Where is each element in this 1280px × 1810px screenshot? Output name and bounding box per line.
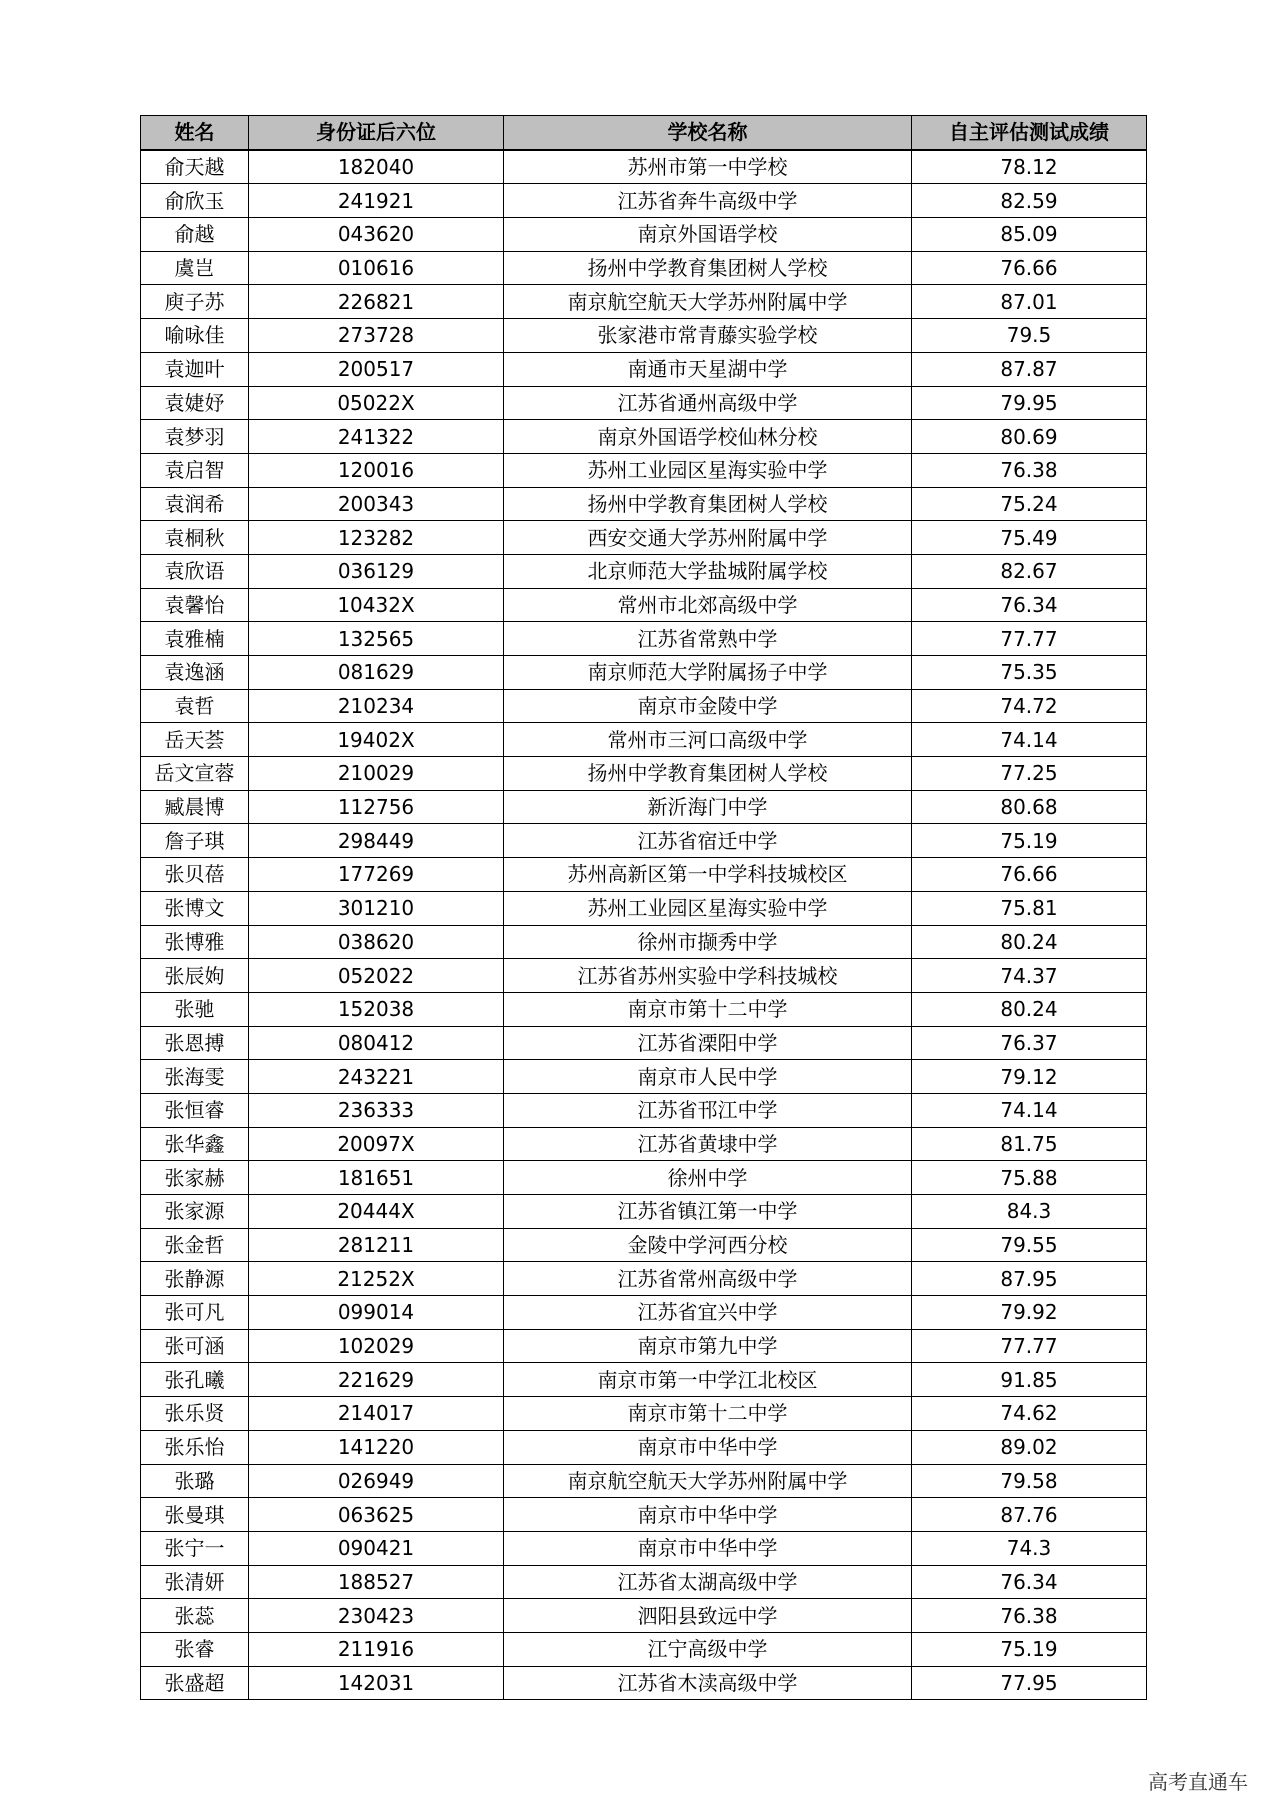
table-row <box>141 1599 1147 1633</box>
watermark-text: 高考直通车 <box>1148 1770 1248 1794</box>
cell-id-last-six: 211916 <box>249 1632 504 1666</box>
cell-school: 南京市第十二中学 <box>504 1397 912 1431</box>
cell-school: 江苏省木渎高级中学 <box>504 1666 912 1700</box>
cell-name: 岳天荟 <box>141 723 249 757</box>
cell-score: 75.88 <box>912 1161 1147 1195</box>
cell-school: 南通市天星湖中学 <box>504 352 912 386</box>
cell-id-last-six: 214017 <box>249 1397 504 1431</box>
table-row <box>141 1430 1147 1464</box>
cell-score: 74.14 <box>912 1093 1147 1127</box>
cell-school: 苏州市第一中学校 <box>504 150 912 184</box>
cell-score: 75.24 <box>912 487 1147 521</box>
table-row <box>141 251 1147 285</box>
cell-school: 江苏省常州高级中学 <box>504 1262 912 1296</box>
cell-id-last-six: 236333 <box>249 1093 504 1127</box>
table-row <box>141 925 1147 959</box>
cell-name: 张静源 <box>141 1262 249 1296</box>
cell-score: 78.12 <box>912 150 1147 184</box>
cell-name: 张盛超 <box>141 1666 249 1700</box>
table-row <box>141 352 1147 386</box>
cell-score: 79.12 <box>912 1060 1147 1094</box>
table-row <box>141 757 1147 791</box>
cell-score: 91.85 <box>912 1363 1147 1397</box>
cell-id-last-six: 063625 <box>249 1498 504 1532</box>
cell-id-last-six: 102029 <box>249 1329 504 1363</box>
cell-id-last-six: 301210 <box>249 891 504 925</box>
cell-score: 80.68 <box>912 790 1147 824</box>
cell-score: 76.66 <box>912 858 1147 892</box>
table-row <box>141 386 1147 420</box>
cell-score: 81.75 <box>912 1127 1147 1161</box>
cell-school: 南京市人民中学 <box>504 1060 912 1094</box>
cell-school: 南京市中华中学 <box>504 1531 912 1565</box>
cell-school: 南京航空航天大学苏州附属中学 <box>504 285 912 319</box>
table-row <box>141 622 1147 656</box>
cell-school: 南京市第一中学江北校区 <box>504 1363 912 1397</box>
table-row <box>141 554 1147 588</box>
cell-id-last-six: 20444X <box>249 1195 504 1229</box>
cell-school: 苏州工业园区星海实验中学 <box>504 891 912 925</box>
cell-school: 泗阳县致远中学 <box>504 1599 912 1633</box>
table-row <box>141 319 1147 353</box>
cell-school: 新沂海门中学 <box>504 790 912 824</box>
cell-id-last-six: 200517 <box>249 352 504 386</box>
cell-school: 江苏省宿迁中学 <box>504 824 912 858</box>
cell-name: 袁润希 <box>141 487 249 521</box>
table-row <box>141 1397 1147 1431</box>
header-row <box>141 116 1147 150</box>
cell-name: 詹子琪 <box>141 824 249 858</box>
cell-school: 江苏省通州高级中学 <box>504 386 912 420</box>
cell-name: 袁启智 <box>141 453 249 487</box>
cell-id-last-six: 243221 <box>249 1060 504 1094</box>
table-row <box>141 420 1147 454</box>
cell-id-last-six: 200343 <box>249 487 504 521</box>
header-name: 姓名 <box>141 116 249 150</box>
cell-id-last-six: 090421 <box>249 1531 504 1565</box>
table-row <box>141 150 1147 184</box>
table-row <box>141 1464 1147 1498</box>
cell-id-last-six: 21252X <box>249 1262 504 1296</box>
cell-name: 张海雯 <box>141 1060 249 1094</box>
table-row <box>141 521 1147 555</box>
cell-score: 77.25 <box>912 757 1147 791</box>
cell-id-last-six: 19402X <box>249 723 504 757</box>
cell-score: 80.69 <box>912 420 1147 454</box>
cell-id-last-six: 052022 <box>249 959 504 993</box>
table-row <box>141 891 1147 925</box>
cell-school: 南京市中华中学 <box>504 1498 912 1532</box>
cell-id-last-six: 152038 <box>249 992 504 1026</box>
table-row <box>141 1632 1147 1666</box>
cell-id-last-six: 10432X <box>249 588 504 622</box>
table-row <box>141 1363 1147 1397</box>
cell-name: 袁雅楠 <box>141 622 249 656</box>
cell-name: 张恩搏 <box>141 1026 249 1060</box>
cell-score: 75.19 <box>912 824 1147 858</box>
cell-id-last-six: 281211 <box>249 1228 504 1262</box>
cell-score: 82.59 <box>912 184 1147 218</box>
cell-id-last-six: 221629 <box>249 1363 504 1397</box>
cell-name: 张璐 <box>141 1464 249 1498</box>
cell-id-last-six: 230423 <box>249 1599 504 1633</box>
cell-name: 袁哲 <box>141 689 249 723</box>
cell-id-last-six: 181651 <box>249 1161 504 1195</box>
cell-score: 75.49 <box>912 521 1147 555</box>
cell-id-last-six: 010616 <box>249 251 504 285</box>
table-header <box>141 116 1147 150</box>
cell-school: 南京市第九中学 <box>504 1329 912 1363</box>
cell-score: 77.95 <box>912 1666 1147 1700</box>
cell-id-last-six: 132565 <box>249 622 504 656</box>
table-row <box>141 1531 1147 1565</box>
header-school: 学校名称 <box>504 116 912 150</box>
cell-school: 江苏省太湖高级中学 <box>504 1565 912 1599</box>
table-row <box>141 1228 1147 1262</box>
cell-score: 82.67 <box>912 554 1147 588</box>
cell-id-last-six: 038620 <box>249 925 504 959</box>
table-row <box>141 1161 1147 1195</box>
cell-id-last-six: 273728 <box>249 319 504 353</box>
cell-id-last-six: 241322 <box>249 420 504 454</box>
cell-school: 金陵中学河西分校 <box>504 1228 912 1262</box>
cell-id-last-six: 099014 <box>249 1296 504 1330</box>
cell-school: 常州市三河口高级中学 <box>504 723 912 757</box>
cell-score: 79.58 <box>912 1464 1147 1498</box>
cell-school: 扬州中学教育集团树人学校 <box>504 757 912 791</box>
cell-id-last-six: 298449 <box>249 824 504 858</box>
table-row <box>141 184 1147 218</box>
cell-school: 西安交通大学苏州附属中学 <box>504 521 912 555</box>
cell-id-last-six: 112756 <box>249 790 504 824</box>
cell-name: 张驰 <box>141 992 249 1026</box>
cell-name: 张博文 <box>141 891 249 925</box>
cell-name: 张恒睿 <box>141 1093 249 1127</box>
cell-name: 俞越 <box>141 218 249 252</box>
table-row <box>141 285 1147 319</box>
cell-id-last-six: 188527 <box>249 1565 504 1599</box>
cell-id-last-six: 081629 <box>249 656 504 690</box>
cell-score: 89.02 <box>912 1430 1147 1464</box>
cell-score: 79.95 <box>912 386 1147 420</box>
cell-id-last-six: 123282 <box>249 521 504 555</box>
cell-school: 江苏省镇江第一中学 <box>504 1195 912 1229</box>
table-row <box>141 723 1147 757</box>
table-row <box>141 1195 1147 1229</box>
cell-id-last-six: 080412 <box>249 1026 504 1060</box>
cell-id-last-six: 210234 <box>249 689 504 723</box>
cell-name: 袁逸涵 <box>141 656 249 690</box>
table-row <box>141 790 1147 824</box>
cell-school: 南京市中华中学 <box>504 1430 912 1464</box>
cell-score: 80.24 <box>912 992 1147 1026</box>
cell-school: 徐州市撷秀中学 <box>504 925 912 959</box>
cell-school: 江苏省邗江中学 <box>504 1093 912 1127</box>
cell-school: 南京市第十二中学 <box>504 992 912 1026</box>
cell-id-last-six: 05022X <box>249 386 504 420</box>
cell-name: 张乐怡 <box>141 1430 249 1464</box>
cell-name: 袁桐秋 <box>141 521 249 555</box>
cell-score: 76.34 <box>912 1565 1147 1599</box>
cell-name: 俞天越 <box>141 150 249 184</box>
table-row <box>141 1565 1147 1599</box>
cell-school: 南京师范大学附属扬子中学 <box>504 656 912 690</box>
cell-name: 喻咏佳 <box>141 319 249 353</box>
table-row <box>141 1498 1147 1532</box>
cell-score: 76.38 <box>912 453 1147 487</box>
cell-school: 苏州高新区第一中学科技城校区 <box>504 858 912 892</box>
cell-name: 虞岂 <box>141 251 249 285</box>
cell-score: 87.76 <box>912 1498 1147 1532</box>
table-row <box>141 1026 1147 1060</box>
cell-name: 张蕊 <box>141 1599 249 1633</box>
cell-id-last-six: 226821 <box>249 285 504 319</box>
cell-school: 江苏省溧阳中学 <box>504 1026 912 1060</box>
cell-score: 74.62 <box>912 1397 1147 1431</box>
cell-id-last-six: 182040 <box>249 150 504 184</box>
cell-score: 76.37 <box>912 1026 1147 1060</box>
cell-school: 江苏省黄埭中学 <box>504 1127 912 1161</box>
cell-name: 张清妍 <box>141 1565 249 1599</box>
cell-score: 85.09 <box>912 218 1147 252</box>
cell-school: 南京外国语学校 <box>504 218 912 252</box>
cell-name: 张金哲 <box>141 1228 249 1262</box>
table-row <box>141 218 1147 252</box>
table-row <box>141 858 1147 892</box>
table-row <box>141 959 1147 993</box>
cell-name: 张可凡 <box>141 1296 249 1330</box>
cell-score: 87.01 <box>912 285 1147 319</box>
cell-score: 79.92 <box>912 1296 1147 1330</box>
cell-school: 苏州工业园区星海实验中学 <box>504 453 912 487</box>
cell-name: 张宁一 <box>141 1531 249 1565</box>
cell-school: 江苏省常熟中学 <box>504 622 912 656</box>
score-table <box>140 115 1147 1700</box>
table-row <box>141 656 1147 690</box>
cell-name: 臧晨博 <box>141 790 249 824</box>
cell-school: 江宁高级中学 <box>504 1632 912 1666</box>
cell-name: 张家源 <box>141 1195 249 1229</box>
cell-name: 张博雅 <box>141 925 249 959</box>
cell-score: 74.72 <box>912 689 1147 723</box>
cell-score: 87.95 <box>912 1262 1147 1296</box>
header-id-last-six: 身份证后六位 <box>249 116 504 150</box>
cell-name: 袁迦叶 <box>141 352 249 386</box>
cell-name: 张乐贤 <box>141 1397 249 1431</box>
cell-school: 南京外国语学校仙林分校 <box>504 420 912 454</box>
table-row <box>141 689 1147 723</box>
table-row <box>141 1060 1147 1094</box>
table-row <box>141 588 1147 622</box>
cell-school: 江苏省奔牛高级中学 <box>504 184 912 218</box>
cell-name: 袁欣语 <box>141 554 249 588</box>
cell-school: 南京航空航天大学苏州附属中学 <box>504 1464 912 1498</box>
table-row <box>141 992 1147 1026</box>
cell-id-last-six: 141220 <box>249 1430 504 1464</box>
cell-school: 南京市金陵中学 <box>504 689 912 723</box>
cell-score: 75.19 <box>912 1632 1147 1666</box>
cell-name: 张曼琪 <box>141 1498 249 1532</box>
cell-name: 张贝蓓 <box>141 858 249 892</box>
cell-name: 张可涵 <box>141 1329 249 1363</box>
cell-name: 俞欣玉 <box>141 184 249 218</box>
cell-score: 74.3 <box>912 1531 1147 1565</box>
cell-name: 岳文宣蓉 <box>141 757 249 791</box>
cell-school: 江苏省宜兴中学 <box>504 1296 912 1330</box>
cell-id-last-six: 177269 <box>249 858 504 892</box>
cell-id-last-six: 043620 <box>249 218 504 252</box>
cell-score: 75.81 <box>912 891 1147 925</box>
cell-id-last-six: 036129 <box>249 554 504 588</box>
cell-score: 76.38 <box>912 1599 1147 1633</box>
table-body <box>141 150 1147 1700</box>
cell-school: 江苏省苏州实验中学科技城校 <box>504 959 912 993</box>
cell-school: 常州市北郊高级中学 <box>504 588 912 622</box>
cell-id-last-six: 120016 <box>249 453 504 487</box>
cell-name: 张孔曦 <box>141 1363 249 1397</box>
cell-id-last-six: 241921 <box>249 184 504 218</box>
cell-school: 扬州中学教育集团树人学校 <box>504 487 912 521</box>
cell-name: 张家赫 <box>141 1161 249 1195</box>
table-row <box>141 1329 1147 1363</box>
cell-score: 76.66 <box>912 251 1147 285</box>
table-row <box>141 1666 1147 1700</box>
table-row <box>141 1127 1147 1161</box>
cell-score: 87.87 <box>912 352 1147 386</box>
cell-score: 79.55 <box>912 1228 1147 1262</box>
cell-school: 北京师范大学盐城附属学校 <box>504 554 912 588</box>
cell-score: 76.34 <box>912 588 1147 622</box>
table-row <box>141 487 1147 521</box>
cell-name: 张华鑫 <box>141 1127 249 1161</box>
table-row <box>141 453 1147 487</box>
cell-name: 张睿 <box>141 1632 249 1666</box>
table-row <box>141 824 1147 858</box>
cell-name: 张辰姁 <box>141 959 249 993</box>
cell-name: 袁梦羽 <box>141 420 249 454</box>
cell-id-last-six: 142031 <box>249 1666 504 1700</box>
table-row <box>141 1296 1147 1330</box>
cell-school: 张家港市常青藤实验学校 <box>504 319 912 353</box>
cell-score: 74.14 <box>912 723 1147 757</box>
cell-id-last-six: 210029 <box>249 757 504 791</box>
cell-id-last-six: 026949 <box>249 1464 504 1498</box>
cell-score: 74.37 <box>912 959 1147 993</box>
cell-name: 袁婕妤 <box>141 386 249 420</box>
cell-school: 徐州中学 <box>504 1161 912 1195</box>
cell-name: 袁馨怡 <box>141 588 249 622</box>
cell-id-last-six: 20097X <box>249 1127 504 1161</box>
table-row <box>141 1262 1147 1296</box>
cell-score: 80.24 <box>912 925 1147 959</box>
header-score: 自主评估测试成绩 <box>912 116 1147 150</box>
cell-score: 79.5 <box>912 319 1147 353</box>
cell-score: 84.3 <box>912 1195 1147 1229</box>
cell-score: 75.35 <box>912 656 1147 690</box>
cell-school: 扬州中学教育集团树人学校 <box>504 251 912 285</box>
table-row <box>141 1093 1147 1127</box>
cell-score: 77.77 <box>912 1329 1147 1363</box>
cell-score: 77.77 <box>912 622 1147 656</box>
cell-name: 庾子苏 <box>141 285 249 319</box>
